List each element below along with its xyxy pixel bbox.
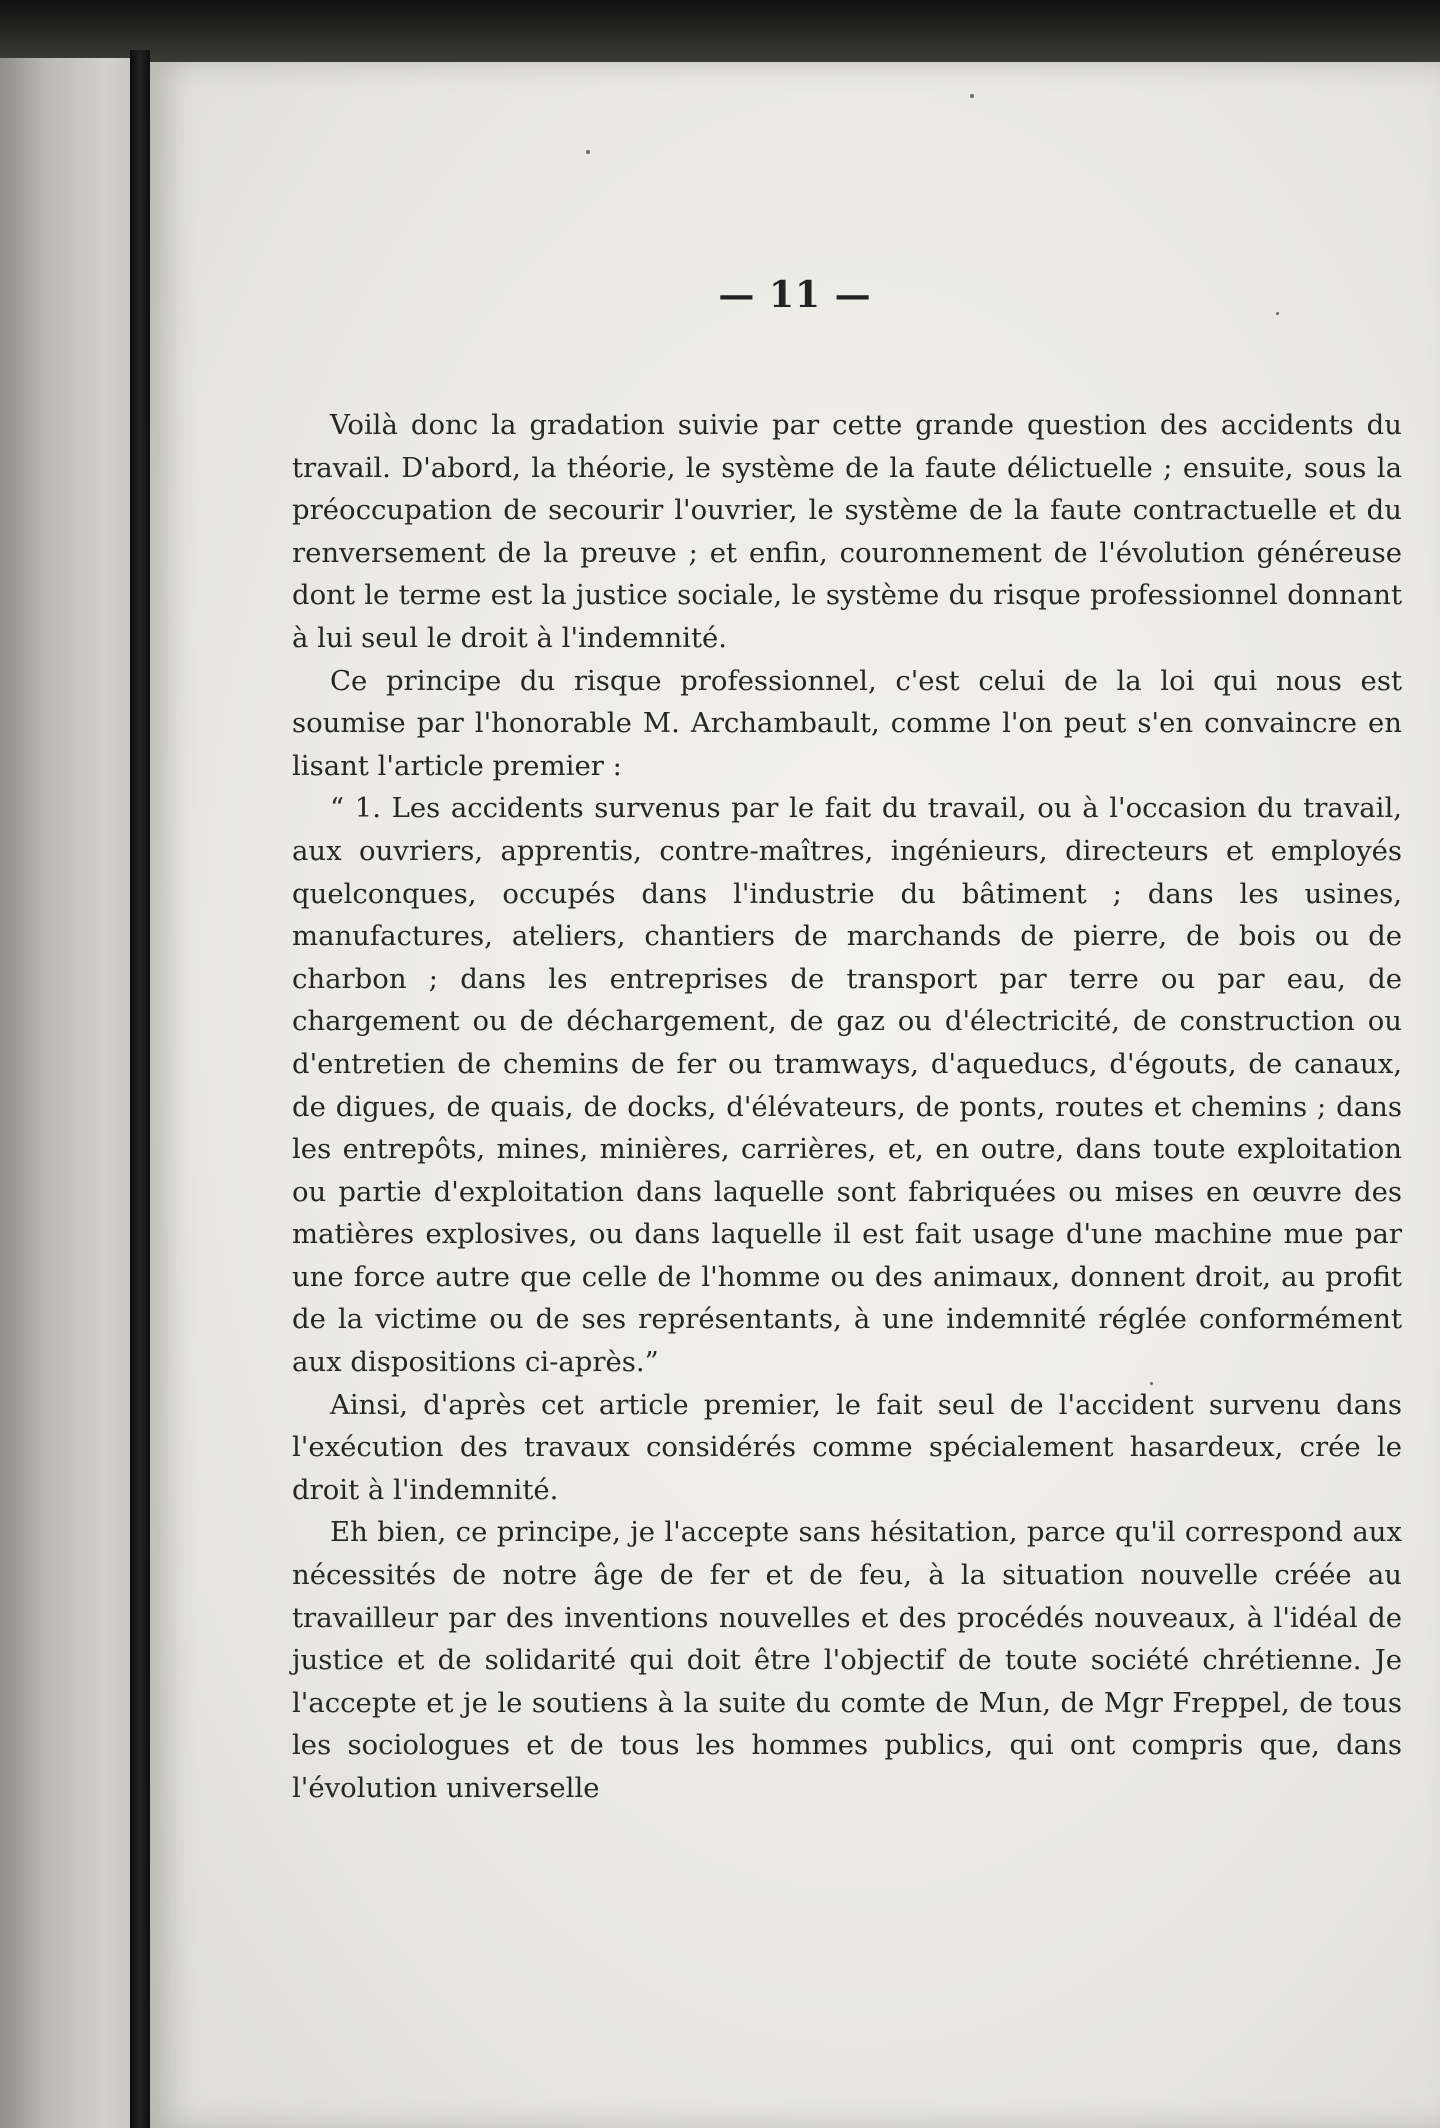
paragraph-ainsi: Ainsi, d'après cet article premier, le fait seul de l'accident survenu dans l'exécution des travaux considérés comme spécialement hasardeux, crée le droit à l'indemnité. <box>292 1388 1402 1506</box>
paragraph-gradation: Voilà donc la gradation suivie par cette grande question des accidents du travail. D'abord, la théorie, le système de la faute délictuelle ; ensuite, sous la préoccupation de secourir l'ouvrier, le système de la faute contractuelle et du renversement de la preuve ; et enfin, couronnement de l'évolution généreuse dont le terme est la justice sociale, le système du risque professionnel donnant à lui seul le droit à l'indemnité. <box>292 409 1402 654</box>
book-page <box>150 62 1440 2128</box>
paragraph-article-quote: “ 1. Les accidents survenus par le fait du travail, ou à l'occasion du travail, aux ouvriers, apprentis, contre-maîtres, ingénieurs, directeurs et employés quelconques, occupés dans l'industrie du bâtiment ; dans les usines, manufactures, ateliers, chantiers de marchands de pierre, de bois ou de charbon ; dans les entreprises de transport par terre ou par eau, de chargement ou de déchargement, de gaz ou d'électricité, de construction ou d'entretien de chemins de fer ou tramways, d'aqueducs, d'égouts, de canaux, de digues, de quais, de docks, d'élévateurs, de ponts, routes et chemins ; dans les entrepôts, mines, minières, carrières, et, en outre, dans toute exploitation ou partie d'exploitation dans laquelle sont fabriquées ou mises en œuvre des matières explosives, ou dans laquelle il est fait usage d'une machine mue par une force autre que celle de l'homme ou des animaux, donnent droit, au profit de la victime ou de ses représentants, à une indemnité réglée conformément aux dispositions ci-après.” <box>292 792 1402 1379</box>
paper-speck <box>586 150 590 154</box>
paragraph-principle: Ce principe du risque professionnel, c'est celui de la loi qui nous est soumise par l'honorable M. Archambault, comme l'on peut s'en convaincre en lisant l'article premier : <box>292 664 1402 782</box>
paper-speck <box>970 94 974 98</box>
body-text <box>292 404 1402 1810</box>
facing-page-edge <box>0 58 132 2128</box>
paragraph-eh-bien: Eh bien, ce principe, je l'accepte sans hésitation, parce qu'il correspond aux nécessités de notre âge de fer et de feu, à la situation nouvelle créée au travailleur par des inventions nouvelles et des procédés nouveaux, à l'idéal de justice et de solidarité qui doit être l'objectif de toute société chrétienne. Je l'accepte et je le soutiens à la suite du comte de Mun, de Mgr Freppel, de tous les sociologues et de tous les hommes publics, qui ont compris que, dans l'évolution universelle <box>292 1516 1402 1804</box>
book-spine-shadow <box>130 50 150 2128</box>
scan-top-edge <box>0 0 1440 62</box>
page-number: — 11 — <box>718 274 872 316</box>
